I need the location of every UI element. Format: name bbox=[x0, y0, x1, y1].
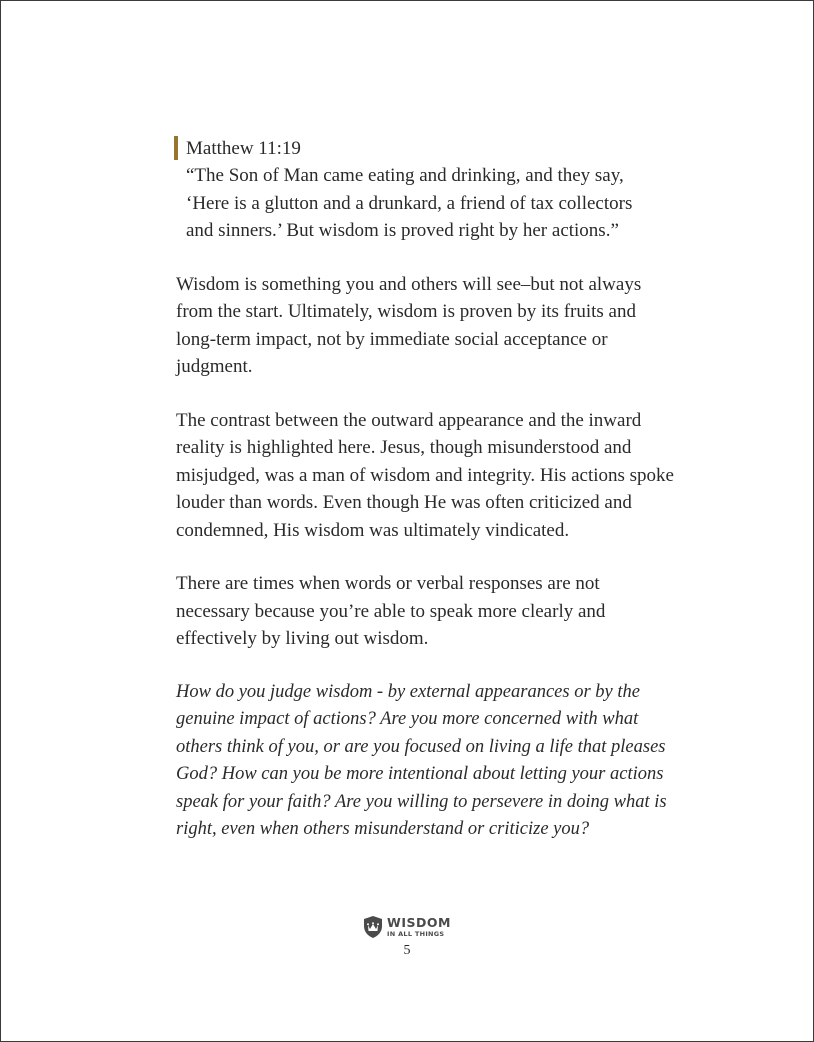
wisdom-logo bbox=[363, 912, 451, 942]
reflection-questions: How do you judge wisdom - by external appearances or by the genuine impact of actions? Are you more concerned with what others think of you, or are you focused on living a life that pleases God? How can you be more intentional about letting your actions speak for your faith? Are you willing to persevere in doing what is right, even when others misunderstand or criticize you? bbox=[176, 681, 667, 839]
page-number: 5 bbox=[403, 943, 411, 958]
body-paragraph: Wisdom is something you and others will see–but not always from the start. Ultimately, wisdom is proven by its fruits and long-term impact, not by immediate social acceptance or judgment. bbox=[176, 273, 642, 377]
page-footer bbox=[0, 912, 814, 959]
verse-reference: Matthew 11:19 bbox=[186, 138, 301, 159]
page-content bbox=[176, 136, 676, 844]
verse-line: “The Son of Man came eating and drinking, and they say, bbox=[186, 165, 624, 186]
verse-accent-bar bbox=[174, 136, 178, 160]
logo-sub-text: IN ALL THINGS bbox=[387, 929, 445, 938]
verse-line: and sinners.’ But wisdom is proved right by her actions.” bbox=[186, 220, 619, 241]
verse-block bbox=[176, 136, 676, 245]
verse-text bbox=[186, 162, 676, 245]
body-paragraph: The contrast between the outward appearance and the inward reality is highlighted here. Jesus, though misunderstood and misjudged, was a man of wisdom and integrity. His actions spoke louder than words. Even though He was often criticized and condemned, His wisdom was ultimately vindicated. bbox=[176, 409, 674, 541]
logo-main-text: WISDOM bbox=[387, 915, 451, 930]
body-paragraph: There are times when words or verbal responses are not necessary because you’re able to speak more clearly and effectively by living out wisdom. bbox=[176, 573, 606, 649]
verse-line: ‘Here is a glutton and a drunkard, a friend of tax collectors bbox=[186, 192, 633, 214]
logo-text bbox=[387, 917, 451, 937]
shield-crown-icon bbox=[363, 915, 383, 939]
